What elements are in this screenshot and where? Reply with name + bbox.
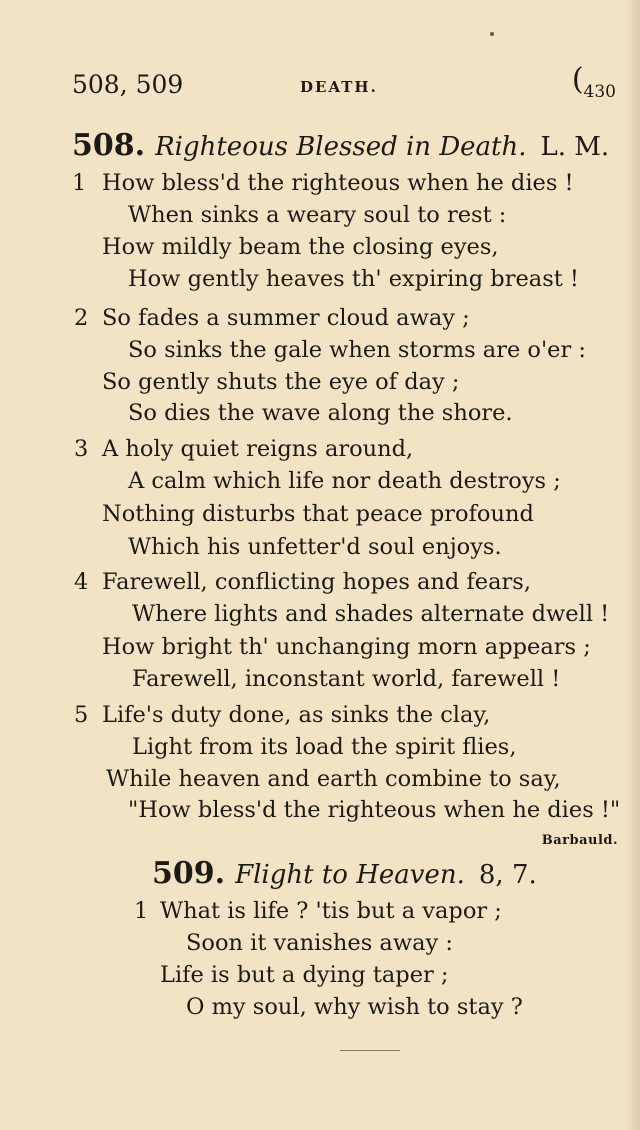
header-page-numbers: 508, 509 (72, 70, 184, 99)
hymn-author: Barbauld. (541, 833, 618, 848)
verse-number: 5 (74, 702, 89, 728)
verse-line: A holy quiet reigns around, (102, 436, 414, 462)
verse-number: 1 (134, 898, 149, 924)
hymn-title: Flight to Heaven. (235, 860, 465, 890)
verse-number: 1 (72, 170, 87, 196)
verse-line: Which his unfetter'd soul enjoys. (128, 534, 502, 560)
verse-line: So sinks the gale when storms are o'er : (128, 337, 586, 363)
verse-line: Where lights and shades alternate dwell ! (132, 601, 610, 627)
verse-number: 3 (74, 436, 89, 462)
verse-line: How bright th' unchanging morn appears ; (102, 634, 591, 660)
verse-line: How mildly beam the closing eyes, (102, 234, 499, 260)
header-page-number: (430 (571, 62, 616, 102)
verse-line: A calm which life nor death destroys ; (128, 468, 561, 494)
verse-line: "How bless'd the righteous when he dies !" (128, 797, 621, 823)
verse-line: So dies the wave along the shore. (128, 400, 513, 426)
verse-line: Light from its load the spirit flies, (132, 734, 517, 760)
hymn-508-heading (72, 128, 609, 163)
verse-line: What is life ? 'tis but a vapor ; (160, 898, 502, 924)
verse-number: 4 (74, 569, 89, 595)
verse-line: Farewell, inconstant world, farewell ! (132, 666, 561, 692)
verse-line: How gently heaves th' expiring breast ! (128, 266, 579, 292)
hymn-meter: 8, 7. (478, 860, 537, 890)
running-header (72, 62, 616, 102)
verse-line: Soon it vanishes away : (186, 930, 453, 956)
hymn-number: 508. (72, 128, 146, 163)
verse-line: So gently shuts the eye of day ; (102, 369, 460, 395)
verse-line: Life's duty done, as sinks the clay, (102, 702, 491, 728)
print-speck (490, 32, 494, 36)
bleed-through-mark (340, 1050, 400, 1051)
verse-line: O my soul, why wish to stay ? (186, 994, 523, 1020)
verse-number: 2 (74, 305, 89, 331)
verse-line: Farewell, conflicting hopes and fears, (102, 569, 531, 595)
verse-line: So fades a summer cloud away ; (102, 305, 470, 331)
hymn-meter: L. M. (540, 132, 610, 162)
verse-line: How bless'd the righteous when he dies ! (102, 170, 574, 196)
verse-line: When sinks a weary soul to rest : (128, 202, 507, 228)
hymn-509-heading (152, 856, 537, 891)
hymn-number: 509. (152, 856, 226, 891)
verse-line: While heaven and earth combine to say, (106, 766, 561, 792)
verse-line: Life is but a dying taper ; (160, 962, 449, 988)
hymn-title: Righteous Blessed in Death. (155, 132, 527, 162)
verse-line: Nothing disturbs that peace profound (102, 501, 534, 527)
header-section-title: DEATH. (300, 78, 378, 96)
page-edge-shadow (626, 0, 640, 1130)
